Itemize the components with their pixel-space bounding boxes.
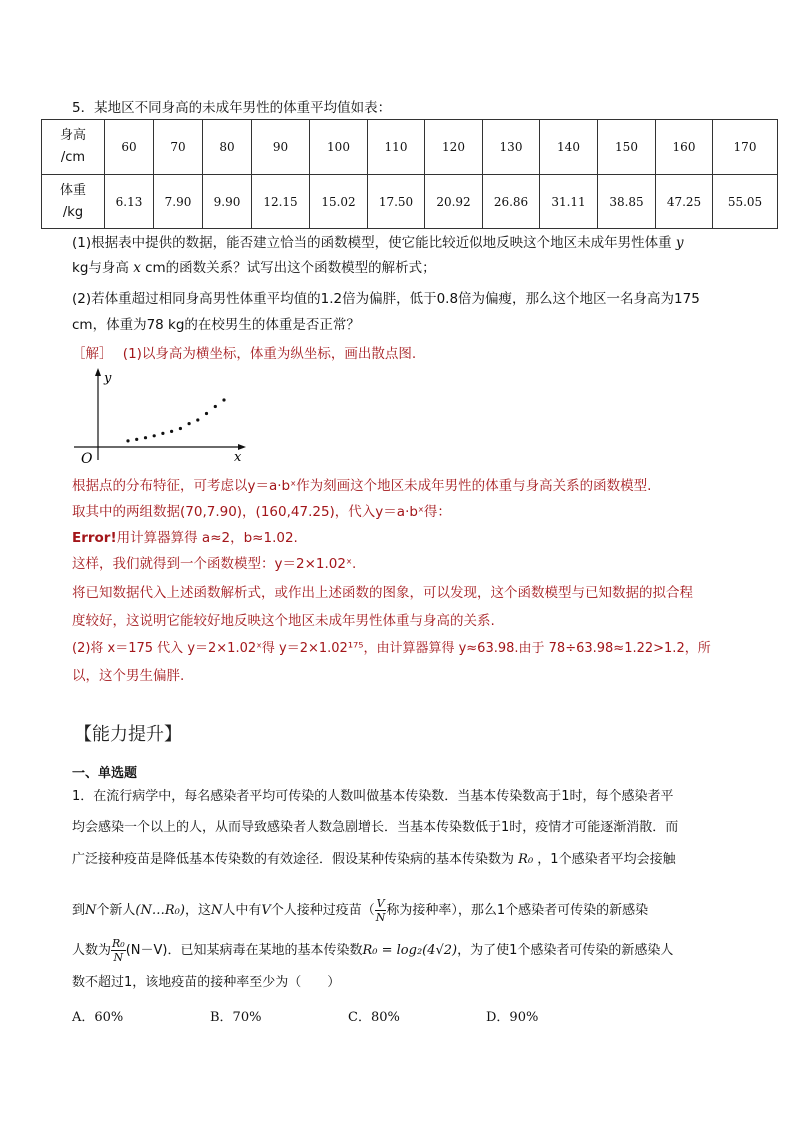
table-cell: 130	[483, 120, 540, 175]
row-label-height	[42, 120, 105, 175]
table-cell: 9.90	[203, 175, 252, 229]
table-cell: 38.85	[598, 175, 656, 229]
var-x: x	[133, 260, 141, 276]
fraction-v-over-n	[375, 897, 387, 924]
table-cell: 100	[310, 120, 368, 175]
p1-l5-d: ，为了使1个感染者可传染的新感染人	[457, 943, 674, 958]
option-d[interactable]: D．90%	[486, 1010, 539, 1025]
section-subtitle: 一、单选题	[72, 766, 138, 781]
scatter-plot	[70, 364, 250, 466]
question-1-line-1	[72, 234, 684, 252]
table-cell: 15.02	[310, 175, 368, 229]
table-cell: 80	[203, 120, 252, 175]
p1-l4-a: 到	[72, 903, 86, 918]
q1-text-a: kg与身高	[72, 260, 129, 276]
problem-5-title: 5．某地区不同身高的未成年男性的体重平均值如表：	[72, 100, 392, 116]
table-cell: 120	[425, 120, 483, 175]
error-marker: Error!	[72, 530, 117, 546]
label-height: 身高	[59, 128, 86, 143]
solution-step-1: (1)以身高为横坐标，体重为纵坐标，画出散点图.	[122, 346, 417, 362]
scatter-point	[170, 430, 173, 433]
fraction-denominator: N	[113, 951, 124, 964]
question-2-line-1: (2)若体重超过相同身高男性体重平均值的1.2倍为偏胖，低于0.8倍为偏瘦，那么这个地区一名身高为175	[72, 291, 700, 307]
problem-1-line-4	[72, 897, 648, 924]
problem-1-line-1: 1．在流行病学中，每名感染者平均可传染的人数叫做基本传染数．当基本传染数高于1时，每个感染者平	[72, 789, 674, 804]
scatter-point	[153, 434, 156, 437]
table-cell: 31.11	[540, 175, 598, 229]
scatter-point	[126, 439, 129, 442]
solution-line-2: 取其中的两组数据(70,7.90)，(160,47.25)，代入y＝a·bˣ得：	[72, 504, 451, 520]
label-weight: 体重	[59, 182, 86, 198]
table-cell: 17.50	[368, 175, 425, 229]
height-weight-table	[41, 119, 778, 229]
fraction-numerator: V	[376, 897, 385, 910]
condition-n-r0: (N…R₀)	[135, 903, 185, 918]
var-y: y	[675, 235, 684, 251]
scatter-point	[196, 418, 199, 421]
problem-1-line-2: 均会感染一个以上的人，从而导致感染者人数急剧增长．当基本传染数低于1时，疫情才可能逐渐消散．而	[72, 820, 679, 835]
symbol-n: N	[210, 903, 223, 918]
scatter-point	[144, 436, 147, 439]
table-row-height	[42, 120, 778, 175]
formula-r0-log: R₀ = log₂(4√2)	[362, 943, 458, 958]
x-axis-label: x	[234, 450, 242, 465]
solution-line-3-text: 用计算器算得 a≈2，b≈1.02.	[116, 530, 298, 546]
origin-label: O	[81, 451, 93, 466]
table-cell: 90	[252, 120, 310, 175]
p1-l4-d: 人中有	[222, 903, 262, 918]
scatter-point	[179, 427, 182, 430]
solution-line-3	[72, 529, 298, 547]
problem-1-line-6: 数不超过1，该地疫苗的接种率至少为（ ）	[72, 975, 341, 990]
scatter-point	[222, 398, 225, 401]
p1-l5-b: (N－V)．已知某病毒在某地的基本传染数	[125, 943, 363, 958]
solution-heading	[72, 345, 416, 363]
table-cell: 20.92	[425, 175, 483, 229]
table-cell: 70	[154, 120, 203, 175]
p1-line3-text: 广泛接种疫苗是降低基本传染数的有效途径．假设某种传染病的基本传染数为	[72, 852, 515, 867]
p1-line3-text-b: ，1个感染者平均会接触	[537, 852, 676, 867]
solution-line-5: 将已知数据代入上述函数解析式，或作出上述函数的图象，可以发现，这个函数模型与已知数据的拟合程	[72, 585, 693, 601]
solution-line-1: 根据点的分布特征，可考虑以y＝a·bˣ作为刻画这个地区未成年男性的体重与身高关系的函数模型.	[72, 478, 652, 494]
question-2-line-2: cm，体重为78 kg的在校男生的体重是否正常？	[72, 317, 360, 333]
p1-l4-f: 称为接种率），那么1个感染者可传染的新感染	[386, 903, 649, 918]
solution-line-6: 度较好，这说明它能较好地反映这个地区未成年男性体重与身高的关系.	[72, 613, 495, 629]
table-cell: 150	[598, 120, 656, 175]
label-cm: /cm	[60, 150, 86, 165]
option-a[interactable]: A．60%	[72, 1010, 124, 1025]
fraction-denominator: N	[375, 911, 386, 924]
solution-tag: ［解］	[72, 346, 113, 362]
table-cell: 170	[713, 120, 778, 175]
scatter-point	[135, 438, 138, 441]
table-cell: 110	[368, 120, 425, 175]
row-label-weight	[42, 175, 105, 229]
y-axis-label: y	[104, 371, 112, 386]
table-cell: 140	[540, 120, 598, 175]
solution-line-4: 这样，我们就得到一个函数模型：y＝2×1.02ˣ.	[72, 556, 357, 572]
solution-line-8: 以，这个男生偏胖.	[72, 668, 185, 684]
q1-text-b: cm的函数关系？试写出这个函数模型的解析式；	[145, 260, 436, 276]
table-cell: 12.15	[252, 175, 310, 229]
table-cell: 55.05	[713, 175, 778, 229]
problem-1-line-5	[72, 937, 673, 964]
symbol-r0: R₀	[518, 852, 534, 867]
table-cell: 160	[656, 120, 713, 175]
question-1-line-2	[72, 259, 436, 277]
table-cell: 6.13	[105, 175, 154, 229]
fraction-numerator: R₀	[112, 937, 125, 950]
option-c[interactable]: C．80%	[348, 1010, 400, 1025]
table-cell: 7.90	[154, 175, 203, 229]
scatter-point	[161, 432, 164, 435]
p1-l4-e: 个人接种过疫苗（	[270, 903, 375, 918]
fraction-r0-over-n	[111, 937, 126, 964]
option-b[interactable]: B．70%	[210, 1010, 262, 1025]
symbol-v: V	[261, 903, 271, 918]
solution-line-7: (2)将 x＝175 代入 y＝2×1.02ˣ得 y＝2×1.02¹⁷⁵，由计算器算得 y≈63.98.由于 78÷63.98≈1.22>1.2，所	[72, 641, 711, 656]
problem-1-line-3	[72, 851, 676, 869]
table-row-weight	[42, 175, 778, 229]
table-cell: 26.86	[483, 175, 540, 229]
table-cell: 47.25	[656, 175, 713, 229]
scatter-point	[205, 412, 208, 415]
scatter-points	[126, 398, 225, 442]
p1-l4-b: 个新人	[96, 903, 136, 918]
scatter-point	[188, 422, 191, 425]
symbol-n: N	[85, 903, 97, 918]
p1-l5-a: 人数为	[72, 943, 112, 958]
section-title: 【能力提升】	[74, 724, 182, 745]
p1-l4-c: ，这	[184, 903, 211, 918]
scatter-point	[214, 405, 217, 408]
label-kg: /kg	[62, 204, 84, 220]
q1-text: (1)根据表中提供的数据，能否建立恰当的函数模型，使它能比较近似地反映这个地区未成年男性体重	[72, 235, 672, 251]
y-axis-arrow	[95, 368, 101, 376]
table-cell: 60	[105, 120, 154, 175]
